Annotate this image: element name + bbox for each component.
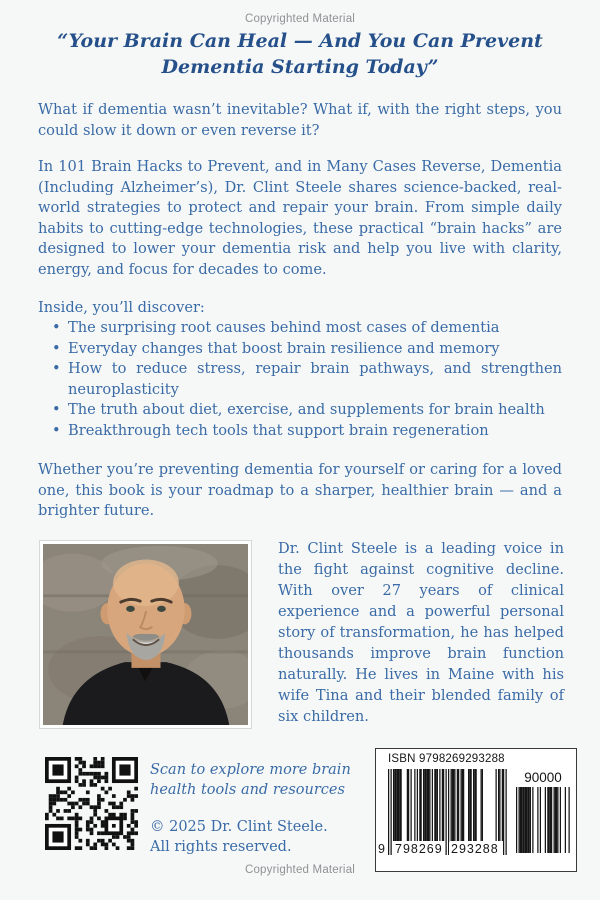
price-supplement-label: 90000 [524,770,562,785]
author-bio: Dr. Clint Steele is a leading voice in the fight against cognitive decline. With over 27 years of clinical experience and a powerful personal story of transformation, he has helped thousands improve brain function naturally. He lives in Maine with his wife Tina and their blended family of six children. [278,540,564,725]
qr-text-block [150,760,365,857]
headline-line1: “Your Brain Can Heal — And You Can Prevent [57,30,543,52]
qr-code [45,757,138,850]
closing-paragraph: Whether you’re preventing dementia for yourself or caring for a loved one, this book is your roadmap to a sharper, healthier brain — and a brighter future. [38,461,562,519]
copyright-notice [150,817,365,857]
qr-caption-line2: health tools and resources [150,782,345,798]
list-item: • Everyday changes that boost brain resilience and memory [50,339,562,360]
ean-digit-prefix: 9 [378,842,386,856]
discover-list [50,318,562,441]
headline-line2: Dementia Starting Today” [161,56,439,78]
price-supplement-barcode [516,787,570,853]
list-item: • The truth about diet, exercise, and supplements for brain health [50,400,562,421]
copyright-line2: All rights reserved. [150,839,292,855]
list-item: • The surprising root causes behind most cases of dementia [50,318,562,339]
qr-caption-line1: Scan to explore more brain [150,762,351,778]
copyright-line1: © 2025 Dr. Clint Steele. [150,819,328,835]
headline [0,28,600,80]
list-intro: Inside, you’ll discover: [38,299,205,316]
barcode-panel [375,748,577,872]
list-item: • How to reduce stress, repair brain pathways, and strengthen neuroplasticity [50,359,562,400]
author-photo [40,541,251,728]
copyrighted-material-top: Copyrighted Material [244,13,356,25]
copyrighted-material-bottom: Copyrighted Material [244,864,356,876]
overview-paragraph: In 101 Brain Hacks to Prevent, and in Many Cases Reverse, Dementia (Including Alzheimer’s), Dr. Clint Steele shares science-backed, real-world strategies to protect and repair your brain. From simple daily habits to cutting-edge technologies, these practical “brain hacks” are designed to lower your dementia risk and help you live with clarity, energy, and focus for decades to come. [38,158,562,278]
isbn-label: ISBN 9798269293288 [388,753,505,765]
author-portrait-illustration [43,544,248,725]
hook-paragraph: What if dementia wasn’t inevitable? What if, with the right steps, you could slow it down or even reverse it? [38,101,562,139]
ean-digits-group1: 798269 [395,842,443,856]
ean-digits-group2: 293288 [451,842,499,856]
list-item: • Breakthrough tech tools that support brain regeneration [50,421,562,442]
qr-code-icon [45,757,138,850]
qr-caption [150,760,365,800]
